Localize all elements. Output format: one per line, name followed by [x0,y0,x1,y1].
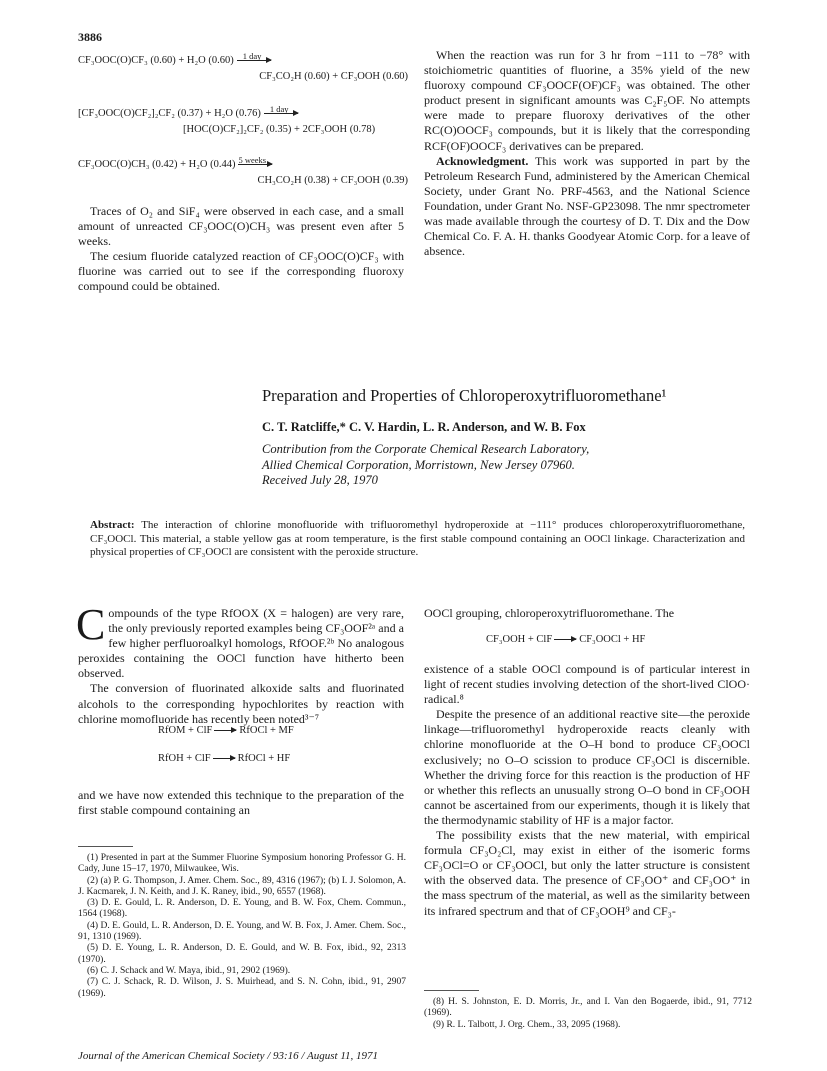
equation-1 [158,725,294,736]
reaction-1-right: CF₃CO₂H (0.60) + CF₃OOH (0.60) [259,71,408,82]
footnotes-right [424,997,752,1031]
acknowledgment-heading: Acknowledgment. [436,153,529,168]
contribution-block [262,442,589,489]
reaction-2-left: [CF₃OOC(O)CF₂]₂CF₂ (0.37) + H₂O (0.76) [78,108,261,119]
reaction-3-condition: 5 weeks [238,155,267,166]
page-number: 3886 [78,30,102,44]
paragraph: The possibility exists that the new material, with empirical formula CF₃O₂Cl, may exist in either of the isomeric forms CF₃OCl=O or CF₃OOCl, but only the latter structure is consistent with the observed data. The presence of CF₃OO⁺ and CF₃OO⁺ in the mass spectrum of the material, as well as the similarity between its infrared spectrum and that of CF₃OOH⁹ and CF₃- [424,828,750,918]
footnote-rule [424,990,479,991]
abstract-label: Abstract: [90,519,135,531]
abstract-text: The interaction of chlorine monofluoride with trifluoromethyl hydroperoxide at −111° produces chloroperoxytrifluoromethane, CF₃OOCl. This material, a stable yellow gas at room temperature, is the first stable compound containing an OOCl linkage. Characterization and physical properties of CF₃OOCl are consistent with the peroxide structure. [90,519,745,559]
right-top-text [424,48,750,259]
article-title: Preparation and Properties of Chloroperoxytrifluoromethane¹ [262,386,667,405]
body-left-continued [78,788,404,818]
equation-left: CF₃OOH + ClF [486,634,553,645]
equation-3 [486,634,645,645]
reaction-arrow [264,104,298,115]
equation-left: RfOM + ClF [158,725,213,736]
acknowledgment-text: This work was supported in part by the Petroleum Research Fund, administered by the American Chemical Society, under Grant No. PRF-4563, and the National Science Foundation, under Grant No. NSF-GP23098. The nmr spectrometer was made available through the courtesy of D. T. Dix and the Dow Chemical Co. F. A. H. thanks Goodyear Atomic Corp. for a leave of absence. [424,153,750,259]
contribution-line: Allied Chemical Corporation, Morristown, New Jersey 07960. [262,457,575,472]
equation-right: CF₃OOCl + HF [579,634,646,645]
reaction-arrow [214,730,236,731]
paragraph: and we have now extended this technique to the preparation of the first stable compound containing an [78,788,404,818]
equation-right: RfOCl + MF [239,725,294,736]
body-right-start [424,606,750,621]
paragraph: When the reaction was run for 3 hr from −111 to −78° with stoichiometric quantities of fluorine, a 35% yield of the new fluoroxy compound CF₃OOCF(OF)CF₃ was obtained. The other product present in significant amounts was C₂F₅OF. No attempts were made to prepare fluoroxy derivatives of the other RC(O)OOCF₃ compounds, but it is likely that the corresponding RCF(OF)OOCF₃ derivatives can be prepared. [424,48,750,153]
footnote-rule [78,846,133,847]
reaction-1 [78,51,408,87]
paragraph: Despite the presence of an additional reactive site—the peroxide linkage—trifluoromethyl hydroperoxide reacts cleanly with chlorine monofluoride at the O–H bond to produce CF₃OOCl exclusively; no O–O scission to produce CF₃OCl is discernible. Whether the driving force for this reaction is the production of HF or whether this reflects an unusually strong O–O bond in CF₃OOH cannot be ascertained from our experiments, though it is likely that the thermodynamic stability of HF is a major factor. [424,707,750,827]
equation-right: RfOCl + HF [237,753,291,764]
journal-footer: Journal of the American Chemical Society / 93:16 / August 11, 1971 [78,1050,379,1062]
reaction-2-condition: 1 day [269,104,289,115]
reaction-arrow [554,639,576,640]
footnote: (4) D. E. Gould, L. R. Anderson, D. E. Young, and W. B. Fox, J. Amer. Chem. Soc., 91, 1310 (1969). [78,920,406,943]
reaction-3 [78,155,408,191]
paragraph: existence of a stable OOCl compound is of particular interest in light of recent studies involving detection of the short-lived ClOO· radical.⁸ [424,662,750,707]
reaction-1-condition: 1 day [242,51,262,62]
abstract [90,519,745,560]
article-authors: C. T. Ratcliffe,* C. V. Hardin, L. R. Anderson, and W. B. Fox [262,420,586,434]
left-top-text [78,204,404,295]
paragraph: The cesium fluoride catalyzed reaction of CF₃OOC(O)CF₃ with fluorine was carried out to see if the corresponding fluoroxy compound could be obtained. [78,249,404,294]
footnote: (2) (a) P. G. Thompson, J. Amer. Chem. Soc., 89, 4316 (1967); (b) I. J. Solomon, A. J. Kacmarek, J. N. Keith, and J. K. Raney, ibid., 90, 6557 (1968). [78,875,406,897]
received-date: Received July 28, 1970 [262,473,378,487]
reaction-3-right: CH₃CO₂H (0.38) + CF₃OOH (0.39) [257,175,408,186]
footnote: (5) D. E. Young, L. R. Anderson, D. E. Gould, and W. B. Fox, ibid., 92, 2313 (1970). [78,943,406,965]
contribution-line: Contribution from the Corporate Chemical Research Laboratory, [262,442,590,456]
reaction-2-right: [HOC(O)CF₂]₂CF₂ (0.35) + 2CF₃OOH (0.78) [183,124,376,135]
reaction-arrow [237,51,271,62]
equation-left: RfOH + ClF [158,753,211,764]
footnote: (3) D. E. Gould, L. R. Anderson, D. E. Young, and B. W. Fox, Chem. Commun., 1564 (1968). [78,898,406,920]
footnote: (8) H. S. Johnston, E. D. Morris, Jr., and I. Van den Bogaerde, ibid., 91, 7712 (1969). [424,997,752,1019]
body-left-column [76,600,404,727]
paragraph: OOCl grouping, chloroperoxytrifluoromethane. The [424,606,675,620]
paragraph: The conversion of fluorinated alkoxide salts and fluorinated alcohols to the corresponding hypochlorites by reaction with chlorine momofluoride has recently been noted³⁻⁷ [78,681,404,726]
paragraph: ompounds of the type RfOOX (X = halogen) are very rare, the only previously reported examples being CF₃OOF²ᵃ and a few higher perfluoroalkyl homologs, RfOOF.²ᵇ No analogous peroxides containing the OOCl function have hitherto been observed. [78,606,404,681]
reaction-1-left: CF₃OOC(O)CF₃ (0.60) + H₂O (0.60) [78,55,234,66]
footnote: (7) C. J. Schack, R. D. Wilson, J. S. Muirhead, and S. N. Cohn, ibid., 91, 2907 (1969). [78,977,406,999]
footnotes-left [78,853,406,1000]
drop-cap: C [76,600,106,649]
body-right-column [424,662,750,919]
reaction-3-left: CF₃OOC(O)CH₃ (0.42) + H₂O (0.44) [78,159,236,170]
reaction-2 [78,104,408,140]
paragraph: Traces of O₂ and SiF₄ were observed in each case, and a small amount of unreacted CF₃OOC(O)CH₃ was present even after 5 weeks. [78,204,404,249]
reaction-arrow [213,758,235,759]
equation-2 [158,753,290,764]
reaction-arrow [238,155,272,166]
footnote: (9) R. L. Talbott, J. Org. Chem., 33, 2095 (1968). [433,1019,621,1030]
footnote: (6) C. J. Schack and W. Maya, ibid., 91, 2902 (1969). [87,965,291,976]
footnote: (1) Presented in part at the Summer Fluorine Symposium honoring Professor G. H. Cady, June 15–17, 1970, Milwaukee, Wis. [78,853,406,875]
